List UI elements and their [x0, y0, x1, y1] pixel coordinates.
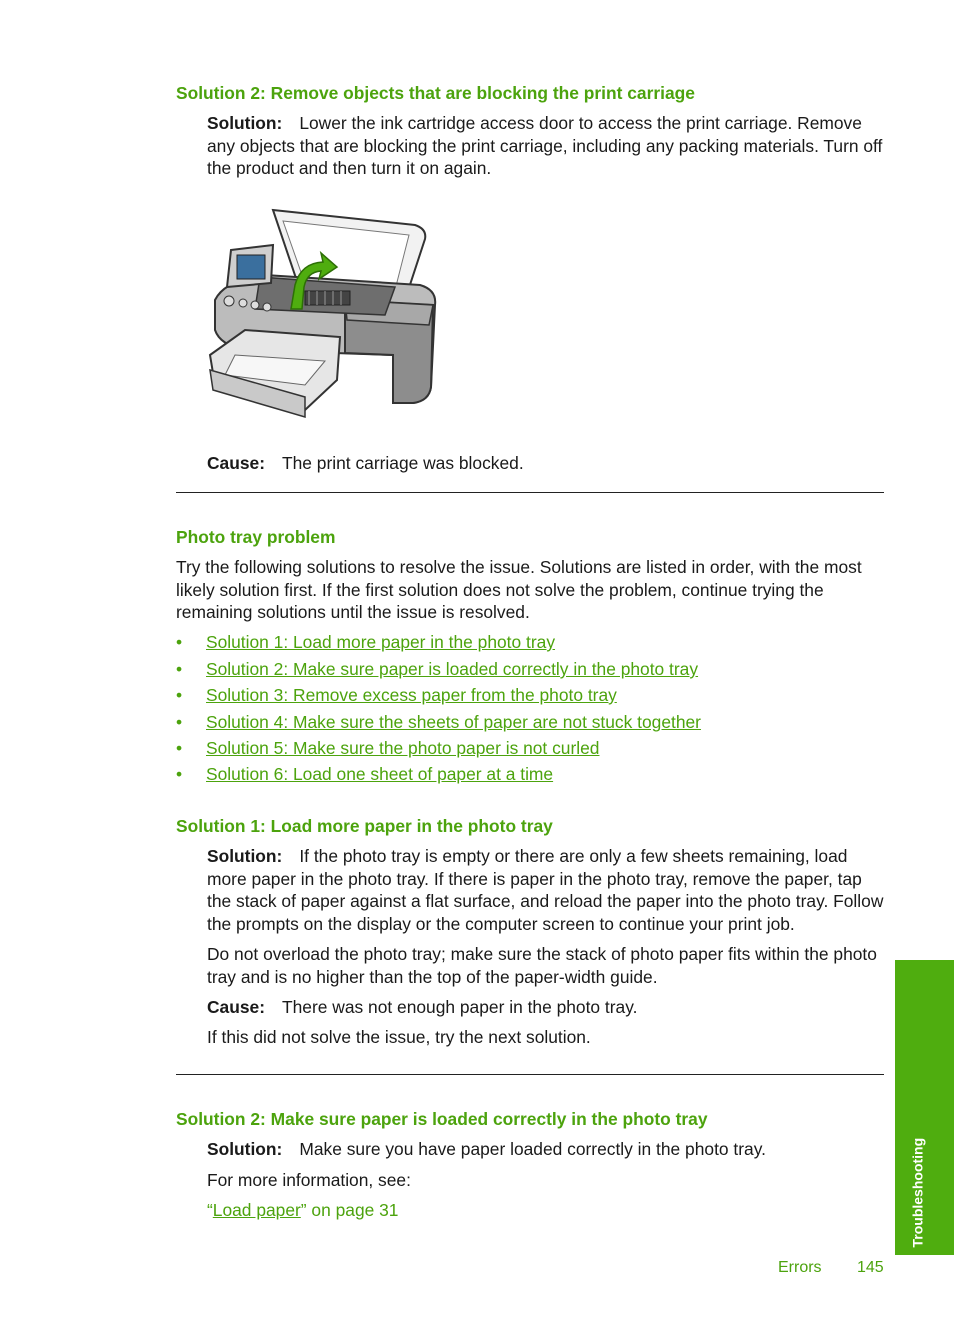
cause-line-load-paper	[207, 996, 637, 1019]
bullet: •	[176, 712, 183, 732]
xref-open-quote: “	[207, 1200, 213, 1220]
section-heading-load-paper: Solution 1: Load more paper in the photo tray	[176, 816, 553, 836]
overload-paragraph: Do not overload the photo tray; make sure the stack of photo paper fits within the photo tray and is no higher than the top of the paper-width guide.	[207, 944, 877, 987]
solution-5-link[interactable]: Solution 5: Make sure the photo paper is not curled	[206, 738, 600, 758]
solution-paragraph-carriage	[207, 112, 887, 180]
cause-text: The print carriage was blocked.	[282, 453, 524, 473]
bullet: •	[176, 738, 183, 758]
solution-label: Solution:	[207, 846, 283, 866]
solution-label: Solution:	[207, 113, 283, 133]
solution-paragraph-load-paper	[207, 845, 887, 935]
cross-reference	[207, 1199, 398, 1222]
intro-paragraph: Try the following solutions to resolve the issue. Solutions are listed in order, with the most likely solution first. If the first solution does not solve the problem, continue trying the remaining solutions until the issue is resolved.	[176, 557, 862, 622]
solution-text: Make sure you have paper loaded correctly in the photo tray.	[299, 1139, 766, 1159]
more-info-text: For more information, see:	[207, 1170, 411, 1190]
side-tab-troubleshooting	[895, 960, 954, 1255]
solution-text: If the photo tray is empty or there are only a few sheets remaining, load more paper in the photo tray. If there is paper in the photo tray, remove the paper, tap the stack of paper against a flat surface, and reload the paper into the photo tray. Follow the prompts on the display or the computer screen to continue your print job.	[207, 846, 884, 934]
section-divider	[176, 492, 884, 493]
section-divider	[176, 1074, 884, 1075]
section-heading-paper-loaded: Solution 2: Make sure paper is loaded correctly in the photo tray	[176, 1109, 708, 1129]
bullet: •	[176, 659, 183, 679]
cause-label: Cause:	[207, 997, 265, 1017]
side-tab-label: Troubleshooting	[909, 1137, 926, 1247]
xref-page: ” on page 31	[300, 1200, 399, 1220]
solution-1-link[interactable]: Solution 1: Load more paper in the photo tray	[206, 632, 556, 652]
bullet: •	[176, 632, 183, 652]
cause-label: Cause:	[207, 453, 265, 473]
section-heading-carriage: Solution 2: Remove objects that are blocking the print carriage	[176, 83, 695, 103]
load-paper-link[interactable]: Load paper	[212, 1200, 301, 1220]
bullet: •	[176, 685, 183, 705]
solution-2-link[interactable]: Solution 2: Make sure paper is loaded correctly in the photo tray	[206, 659, 699, 679]
solution-4-link[interactable]: Solution 4: Make sure the sheets of paper are not stuck together	[206, 712, 701, 732]
section-heading-photo-tray: Photo tray problem	[176, 527, 336, 547]
solution-paragraph-paper-loaded	[207, 1138, 766, 1161]
cause-line-carriage	[207, 452, 524, 475]
bullet: •	[176, 764, 183, 784]
solution-3-link[interactable]: Solution 3: Remove excess paper from the photo tray	[206, 685, 617, 705]
cause-text: There was not enough paper in the photo tray.	[282, 997, 638, 1017]
solution-label: Solution:	[207, 1139, 283, 1159]
printer-illustration	[205, 205, 440, 425]
solution-text: Lower the ink cartridge access door to access the print carriage. Remove any objects that are blocking the print carriage, including any packing materials. Turn off the product and then turn it on again.	[207, 113, 883, 178]
solution-6-link[interactable]: Solution 6: Load one sheet of paper at a time	[206, 764, 554, 784]
footer-page-number: 145	[857, 1259, 884, 1276]
next-solution-text: If this did not solve the issue, try the next solution.	[207, 1027, 591, 1047]
footer-section-name: Errors	[778, 1259, 822, 1276]
